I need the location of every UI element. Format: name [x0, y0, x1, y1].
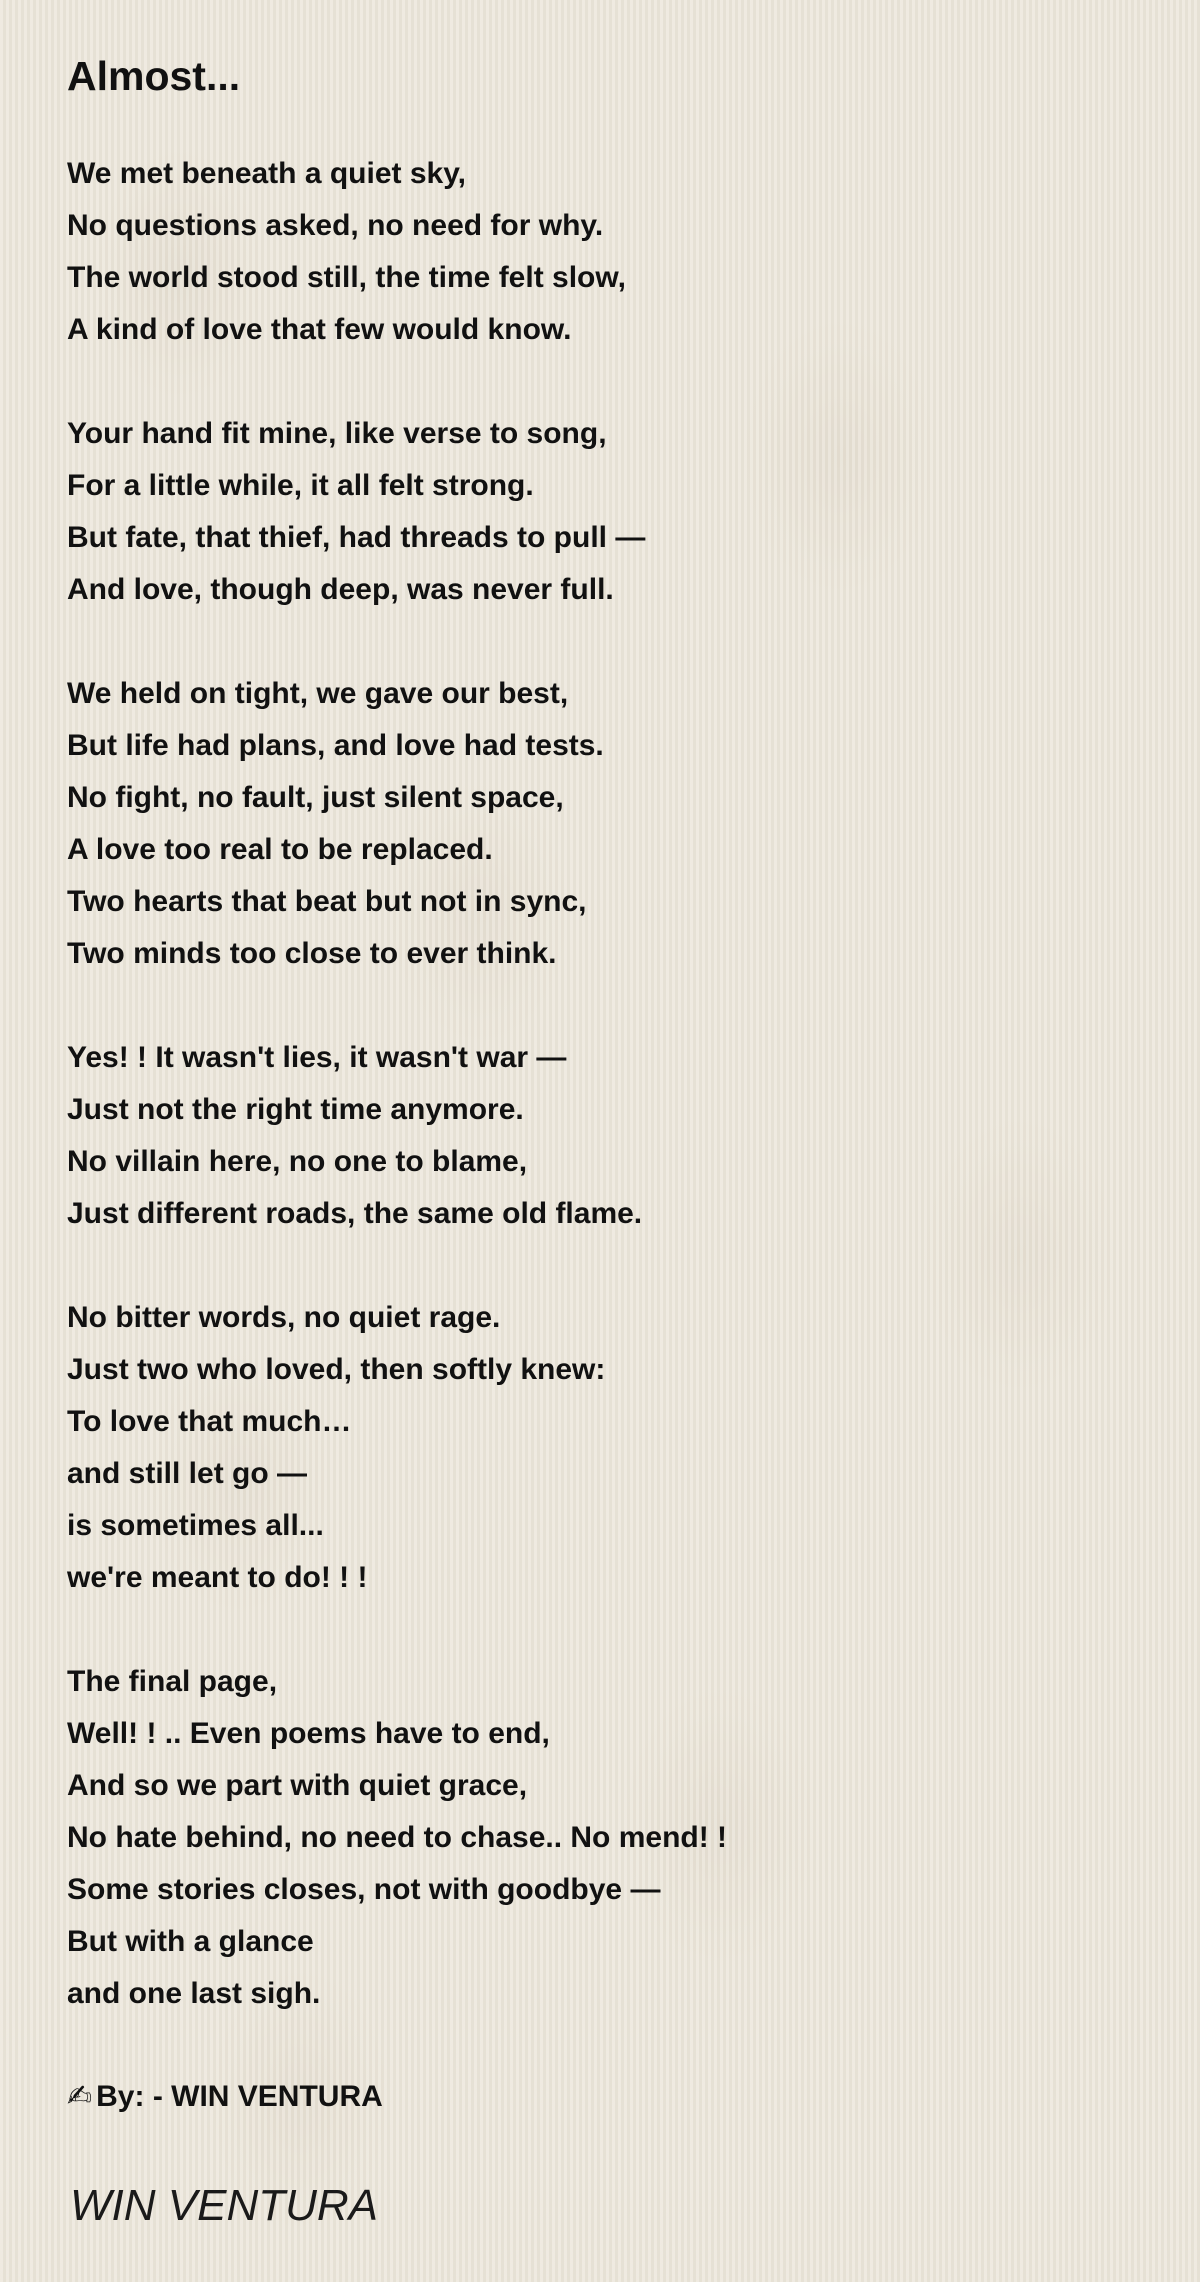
poem-line: The final page, — [67, 1665, 278, 1698]
poem-line: Just different roads, the same old flame. — [67, 1197, 643, 1230]
stanza-gap — [67, 616, 1147, 668]
poem-line: We held on tight, we gave our best, — [67, 677, 569, 710]
author-signature: WIN VENTURA — [70, 2181, 378, 2230]
poem-stanza — [67, 1292, 1147, 1604]
poem-line: and one last sigh. — [67, 1977, 321, 2010]
poem-line: To love that much… — [67, 1405, 352, 1438]
poem-line: Two minds too close to ever think. — [67, 937, 557, 970]
poem-stanza — [67, 148, 1147, 356]
poem-stanza — [67, 1656, 1147, 2020]
poem-line: The world stood still, the time felt slow, — [67, 261, 626, 294]
poem-line: Yes! ! It wasn't lies, it wasn't war — — [67, 1041, 567, 1074]
poem-stanza — [67, 1032, 1147, 1240]
poem-line: No questions asked, no need for why. — [67, 209, 604, 242]
poem-line: and still let go — — [67, 1457, 308, 1490]
poem-line: No hate behind, no need to chase.. No mend! ! — [67, 1821, 728, 1854]
poem-line: Some stories closes, not with goodbye — — [67, 1873, 661, 1906]
poem-line: No bitter words, no quiet rage. — [67, 1301, 501, 1334]
poem-line: But with a glance — [67, 1925, 314, 1958]
poem-line: We met beneath a quiet sky, — [67, 157, 467, 190]
poem-line: is sometimes all... — [67, 1509, 324, 1542]
poem-line: No fight, no fault, just silent space, — [67, 781, 564, 814]
stanza-gap — [67, 1240, 1147, 1292]
poem-line: A love too real to be replaced. — [67, 833, 493, 866]
poem-line: And love, though deep, was never full. — [67, 573, 614, 606]
poem-line: Your hand fit mine, like verse to song, — [67, 417, 607, 450]
poem-line: Well! ! .. Even poems have to end, — [67, 1717, 550, 1750]
poem-line: But life had plans, and love had tests. — [67, 729, 604, 762]
byline-text: By: - WIN VENTURA — [96, 2080, 383, 2113]
poem-line: And so we part with quiet grace, — [67, 1769, 528, 1802]
writing-hand-icon: ✍ — [67, 2079, 93, 2114]
poem-line: A kind of love that few would know. — [67, 313, 572, 346]
poem-line: For a little while, it all felt strong. — [67, 469, 534, 502]
stanza-gap — [67, 980, 1147, 1032]
poem-line: we're meant to do! ! ! — [67, 1561, 368, 1594]
stanza-gap — [67, 356, 1147, 408]
byline — [67, 2071, 383, 2123]
poem-line: But fate, that thief, had threads to pull — — [67, 521, 646, 554]
poem-stanza — [67, 408, 1147, 616]
poem-stanza — [67, 668, 1147, 980]
poem-line: Just two who loved, then softly knew: — [67, 1353, 606, 1386]
poem-line: No villain here, no one to blame, — [67, 1145, 528, 1178]
stanza-gap — [67, 1604, 1147, 1656]
poem-title: Almost... — [67, 53, 241, 99]
poem-line: Two hearts that beat but not in sync, — [67, 885, 587, 918]
poem-line: Just not the right time anymore. — [67, 1093, 524, 1126]
poem-body — [67, 148, 1147, 2020]
